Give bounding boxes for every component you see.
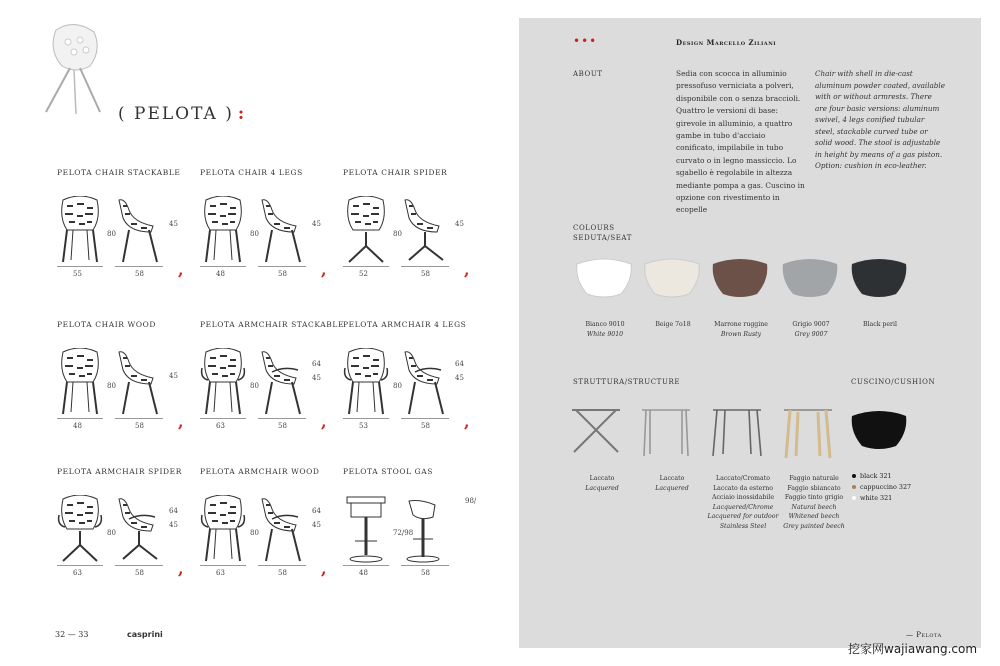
colour-name-it: Marrone ruggine <box>714 321 768 328</box>
cushion-swatch <box>848 408 910 452</box>
model-name: PELOTA ARMCHAIR STACKABLE <box>200 320 345 329</box>
height-dimension: 80 <box>393 382 402 390</box>
structure-finish-en: Lacquered/Chrome <box>712 503 774 511</box>
side-view-drawing <box>115 495 163 565</box>
height-dimension: 80 <box>250 230 259 238</box>
structure-frame <box>778 402 840 460</box>
front-view-drawing <box>57 495 103 565</box>
colour-name-en: White 9010 <box>586 330 624 338</box>
armrest-height-dimension: 64 <box>312 360 321 368</box>
structure-finish-it: Faggio sbiancato <box>787 484 841 492</box>
height-dimension: 72/98 <box>393 529 414 537</box>
side-view-drawing <box>115 348 163 418</box>
cushion-label: cappuccino 327 <box>860 483 912 491</box>
footer-pages: 32 — 33 <box>55 630 89 639</box>
model-name: PELOTA CHAIR STACKABLE <box>57 168 181 177</box>
seat-height-dimension: 45 <box>312 374 321 382</box>
cushion-colour-dot <box>852 496 856 500</box>
seat-height-dimension: 45 <box>312 220 321 228</box>
model-name: PELOTA CHAIR SPIDER <box>343 168 448 177</box>
colour-option <box>779 256 843 339</box>
height-dimension: 80 <box>107 529 116 537</box>
red-comma-mark: , <box>178 412 184 431</box>
structure-frame <box>636 402 698 460</box>
red-comma-mark: , <box>464 412 470 431</box>
side-view-drawing <box>401 348 449 418</box>
structure-frame <box>566 402 628 460</box>
structure-option <box>707 402 779 531</box>
width-dimension: 48 <box>359 569 368 577</box>
colour-name-en: Brown Rusty <box>720 330 762 338</box>
cushion-option <box>852 483 911 491</box>
model-name: PELOTA ARMCHAIR SPIDER <box>57 467 182 476</box>
colour-name-it: Black peril <box>863 321 897 328</box>
colour-option <box>641 256 705 330</box>
structure-finish-it: Faggio naturale <box>789 475 839 482</box>
front-view-drawing <box>200 196 246 266</box>
seat-height-dimension: 45 <box>455 220 464 228</box>
side-view-drawing <box>258 495 306 565</box>
height-dimension: 80 <box>107 382 116 390</box>
colour-name-it: Beige 7o18 <box>655 321 691 328</box>
width-dimension: 53 <box>359 422 368 430</box>
cushion-label: white 321 <box>860 494 893 502</box>
colours-sub: SEDUTA/SEAT <box>573 234 632 242</box>
structure-finish-en: Natural beech <box>791 503 837 511</box>
colour-swatch <box>709 256 771 300</box>
structure-finish-it: Laccato <box>659 475 685 482</box>
red-comma-mark: , <box>321 260 327 279</box>
red-dots: ••• <box>573 34 598 48</box>
model-name: PELOTA ARMCHAIR 4 LEGS <box>343 320 467 329</box>
structure-finish-it: Acciaio inossidabile <box>712 494 774 501</box>
structure-finish-it: Laccato da esterno <box>713 484 773 492</box>
about-label: ABOUT <box>573 70 603 78</box>
front-view-drawing <box>343 348 389 418</box>
colours-label: COLOURS <box>573 224 615 232</box>
colour-option <box>848 256 912 330</box>
width-dimension: 48 <box>216 270 225 278</box>
product-cell <box>343 467 478 587</box>
seat-height-dimension: 45 <box>169 521 178 529</box>
hero-chair-illustration <box>40 20 110 118</box>
depth-dimension: 58 <box>278 569 287 577</box>
colour-swatch <box>848 256 910 300</box>
structure-finish-en: Stainless Steel <box>719 522 767 530</box>
structure-option <box>566 402 638 493</box>
width-dimension: 55 <box>73 270 82 278</box>
width-dimension: 63 <box>73 569 82 577</box>
red-comma-mark: , <box>178 260 184 279</box>
red-comma-mark: , <box>321 559 327 578</box>
colour-option <box>709 256 773 339</box>
right-footer: — Pelota <box>906 631 942 639</box>
structure-finish-it: Laccato/Cromato <box>716 475 770 482</box>
structure-finish-en: Whitened beech <box>788 513 840 520</box>
seat-height-dimension: 45 <box>455 374 464 382</box>
product-cell <box>57 168 192 288</box>
side-view-drawing <box>115 196 163 266</box>
product-cell <box>200 467 335 587</box>
red-comma-mark: , <box>321 412 327 431</box>
stool-max-height: 98/ <box>465 497 477 505</box>
side-view-drawing <box>258 348 306 418</box>
structure-finish-en: Lacquered <box>585 484 619 492</box>
product-cell <box>200 320 345 440</box>
page-title: ( PELOTA ) : <box>118 104 247 124</box>
side-view-drawing <box>401 196 449 266</box>
structure-frame <box>707 402 769 460</box>
armrest-height-dimension: 64 <box>169 507 178 515</box>
structure-finish-en: Grey painted beech <box>783 522 845 530</box>
about-english: Chair with shell in die-cast aluminum powder coated, available with or without armrests. There are four basic versions: aluminum swivel, 4 legs conified tubular steel, stackable curved tube or solid wood. The stool is adjustable in height by means of a gas piston. Option: cushion in eco-leather. <box>815 69 945 170</box>
model-name: PELOTA CHAIR WOOD <box>57 320 156 329</box>
colour-swatch <box>573 256 635 300</box>
footer-brand: casprini <box>127 630 163 639</box>
structure-label: STRUTTURA/STRUCTURE <box>573 378 681 386</box>
depth-dimension: 58 <box>421 422 430 430</box>
colour-option <box>573 256 637 339</box>
depth-dimension: 58 <box>421 270 430 278</box>
colour-name-it: Bianco 9010 <box>585 321 625 328</box>
watermark: 挖家网wajiawang.com <box>848 642 978 656</box>
model-name: PELOTA CHAIR 4 LEGS <box>200 168 303 177</box>
model-name: PELOTA STOOL GAS <box>343 467 433 476</box>
seat-height-dimension: 45 <box>312 521 321 529</box>
front-view-drawing <box>57 196 103 266</box>
width-dimension: 48 <box>73 422 82 430</box>
seat-height-dimension: 45 <box>169 372 178 380</box>
armrest-height-dimension: 64 <box>455 360 464 368</box>
width-dimension: 63 <box>216 422 225 430</box>
about-italian: Sedia con scocca in alluminio pressofuso verniciata a polveri, disponibile con o senza braccioli. Quattro le versioni di base: girevole in alluminio, a quattro gambe in tubo d'acciaio conificato, impilabile in tubo curvato o in legno massiccio. Lo sgabello è regolabile in altezza mediante pompa a gas. Cuscino in opzione con rivestimento in ecopelle <box>676 69 805 215</box>
product-cell <box>57 320 192 440</box>
colour-name-en: Grey 9007 <box>794 330 828 338</box>
cushion-label: black 321 <box>860 472 892 480</box>
armrest-height-dimension: 64 <box>312 507 321 515</box>
depth-dimension: 58 <box>135 422 144 430</box>
depth-dimension: 58 <box>135 569 144 577</box>
front-view-drawing <box>57 348 103 418</box>
product-cell <box>343 168 478 288</box>
cushion-colour-dot <box>852 474 856 478</box>
cushion-option <box>852 472 892 480</box>
structure-finish-en: Lacquered for outdoor <box>707 513 779 520</box>
front-view-drawing <box>343 196 389 266</box>
product-cell <box>57 467 192 587</box>
depth-dimension: 58 <box>421 569 430 577</box>
structure-finish-en: Lacquered <box>655 484 689 492</box>
product-cell <box>343 320 478 440</box>
height-dimension: 80 <box>107 230 116 238</box>
structure-finish-it: Faggio tinto grigio <box>784 494 844 501</box>
width-dimension: 63 <box>216 569 225 577</box>
height-dimension: 80 <box>250 382 259 390</box>
depth-dimension: 58 <box>278 422 287 430</box>
cushion-label: CUSCINO/CUSHION <box>851 378 936 386</box>
depth-dimension: 58 <box>135 270 144 278</box>
designer-credit: Design Marcello Ziliani <box>676 38 777 47</box>
cushion-colour-dot <box>852 485 856 489</box>
width-dimension: 52 <box>359 270 368 278</box>
model-name: PELOTA ARMCHAIR WOOD <box>200 467 320 476</box>
colour-name-it: Grigio 9007 <box>792 321 830 328</box>
cushion-option <box>852 494 892 502</box>
structure-finish-it: Laccato <box>589 475 615 482</box>
height-dimension: 80 <box>250 529 259 537</box>
structure-option <box>778 402 850 531</box>
side-view-drawing <box>258 196 306 266</box>
height-dimension: 80 <box>393 230 402 238</box>
red-comma-mark: , <box>178 559 184 578</box>
red-comma-mark: , <box>464 260 470 279</box>
front-view-drawing <box>200 495 246 565</box>
colour-swatch <box>779 256 841 300</box>
front-view-drawing <box>343 495 389 565</box>
seat-height-dimension: 45 <box>169 220 178 228</box>
colour-swatch <box>641 256 703 300</box>
structure-option <box>636 402 708 493</box>
front-view-drawing <box>200 348 246 418</box>
depth-dimension: 58 <box>278 270 287 278</box>
product-cell <box>200 168 335 288</box>
